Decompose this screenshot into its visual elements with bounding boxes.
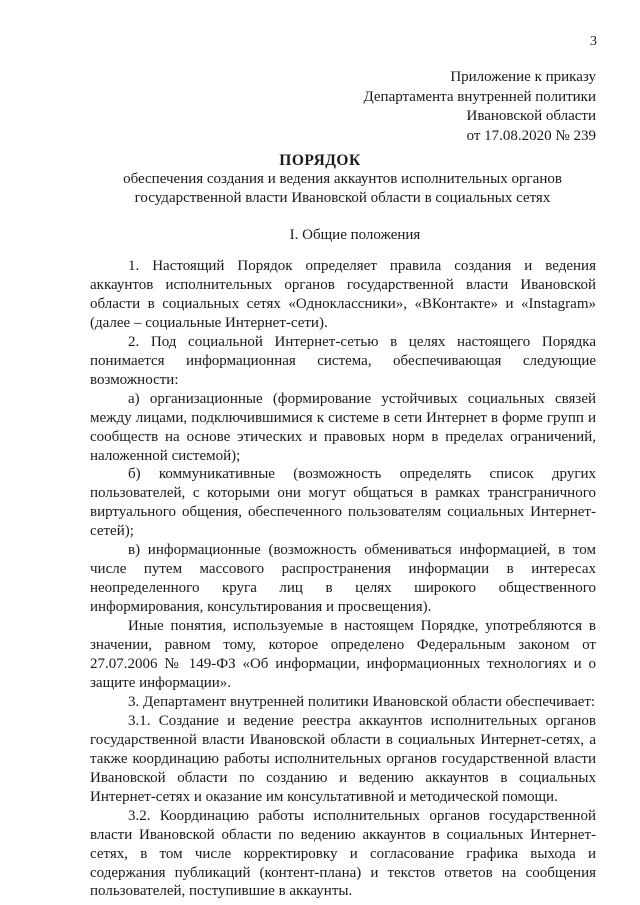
- paragraph: 3.2. Координацию работы исполнительных органов государственной власти Ивановской области по ведению аккаунтов в социальных Интернет-сетях, в том числе корректировку и согласование графика выхода и содержания публикаций (контент-плана) и текстов ответов на сообщения пользователей, поступившие в аккаунты.: [90, 807, 596, 900]
- paragraph: 1. Настоящий Порядок определяет правила создания и ведения аккаунтов исполнительных органов государственной власти Ивановской области в социальных сетях «Одноклассники», «ВКонтакте» и «Instagram» (далее – социальные Интернет-сети).: [90, 258, 596, 331]
- appendix-block: [363, 68, 596, 146]
- page-number: 3: [590, 34, 597, 49]
- paragraph: 3. Департамент внутренней политики Ивановской области обеспечивает:: [128, 693, 596, 710]
- paragraph: Иные понятия, используемые в настоящем Порядке, употребляются в значении, равном тому, которое определено Федеральным законом от 27.07.2006 № 149-ФЗ «Об информации, информационных технологиях и о защите информации».: [90, 618, 596, 691]
- appendix-line: Департамента внутренней политики: [363, 88, 596, 105]
- paragraph: 3.1. Создание и ведение реестра аккаунтов исполнительных органов государственной власти Ивановской области в социальных Интернет-сетях, а также координацию работы исполнительных органов государственной власти Ивановской области по созданию и ведению аккаунтов в социальных Интернет-сетях и оказание им консультативной и методической помощи.: [90, 712, 596, 805]
- section-heading: I. Общие положения: [289, 227, 421, 243]
- document-body: [90, 257, 596, 901]
- paragraph: б) коммуникативные (возможность определять список других пользователей, с которыми они могут общаться в рамках трансграничного виртуального общения, обеспеченного пользователям социальных Интернет-сетей);: [90, 466, 596, 540]
- appendix-line: Ивановской области: [466, 108, 596, 124]
- document-subtitle: обеспечения создания и ведения аккаунтов исполнительных органов государственной власти Ивановской области в социальных сетях: [123, 171, 562, 206]
- document-title: ПОРЯДОК: [279, 152, 361, 169]
- appendix-line: Приложение к приказу: [450, 69, 596, 85]
- paragraph: а) организационные (формирование устойчивых социальных связей между лицами, подключившимися к системе в сети Интернет в форме групп и сообществ на основе этических и правовых норм в пределах ограничений, наложенной системой);: [90, 390, 596, 464]
- appendix-line: от 17.08.2020 № 239: [466, 127, 596, 144]
- paragraph: 2. Под социальной Интернет-сетью в целях настоящего Порядка понимается информационная система, обеспечивающая следующие возможности:: [90, 333, 596, 388]
- paragraph: в) информационные (возможность обмениваться информацией, в том числе путем массового распространения информации в интересах неопределенного круга лиц в целях широкого общественного информирования, консультирования и просвещения).: [90, 542, 596, 616]
